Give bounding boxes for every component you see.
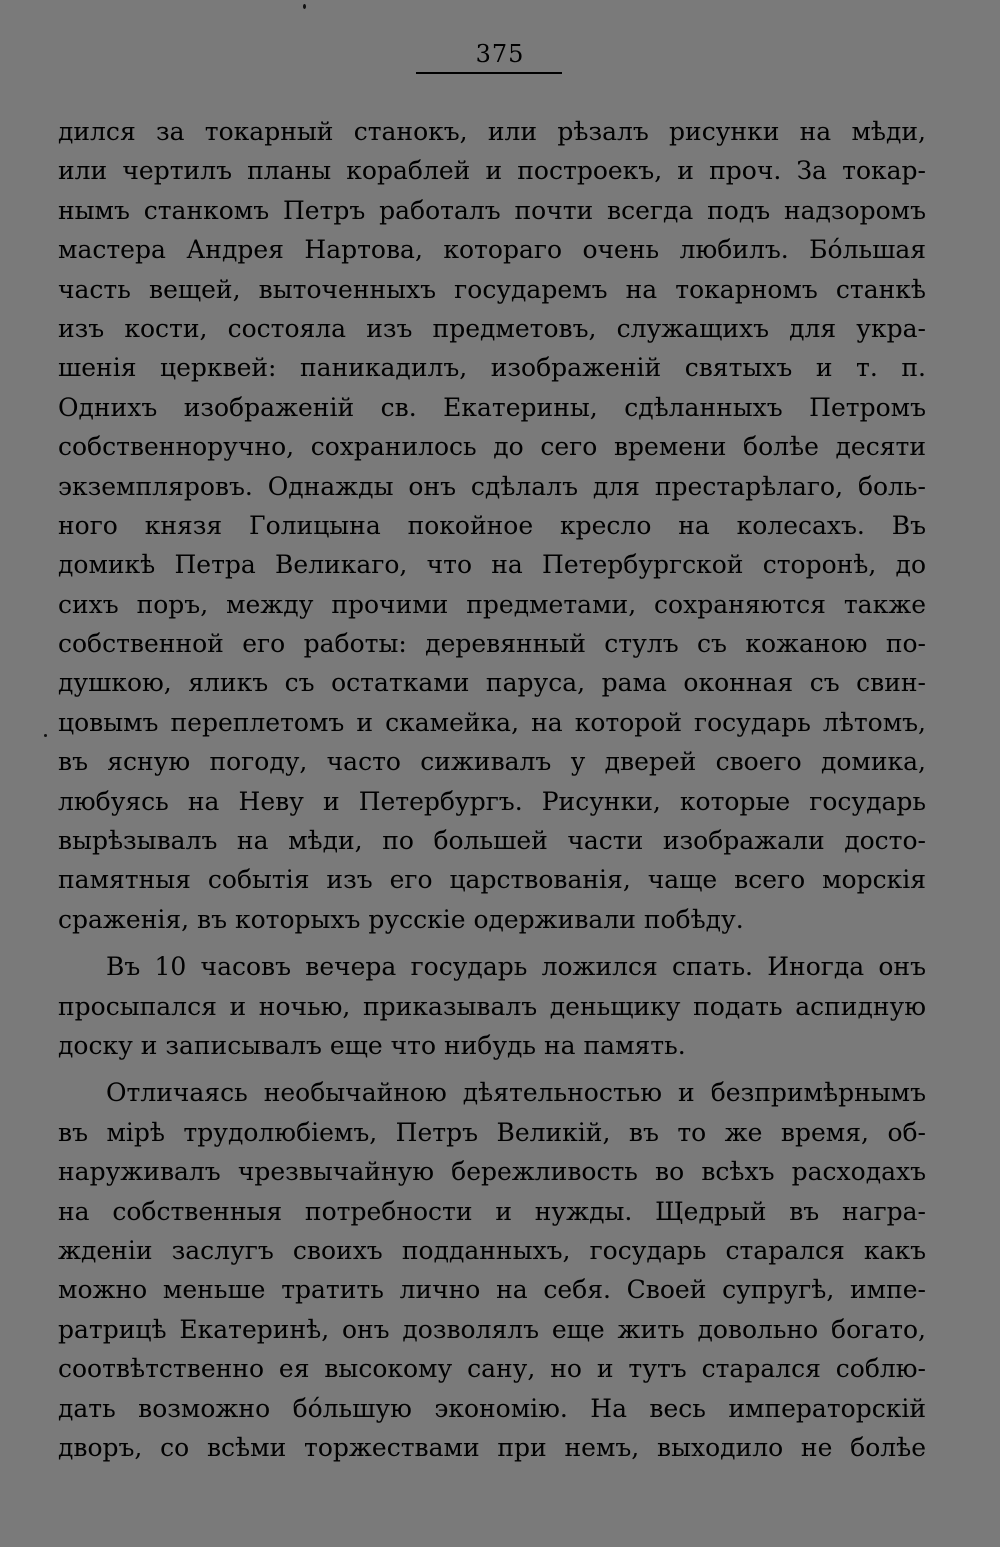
text-line: шенія церквей: паникадилъ, изображеній святыхъ и т. п. [58,353,926,383]
page-number-rule [416,72,562,74]
text-line: памятныя событія изъ его царствованія, чаще всего морскія [58,865,926,895]
text-line: Отличаясь необычайною дѣятельностью и безпримѣрнымъ [106,1078,926,1108]
text-line: наруживалъ чрезвычайную бережливость во всѣхъ расходахъ [58,1157,926,1187]
paragraph-gap [58,1065,926,1073]
paragraph-2 [58,947,926,1065]
text-line: или чертилъ планы кораблей и построекъ, и проч. За токар- [58,156,926,186]
text-line: изъ кости, состояла изъ предметовъ, служащихъ для укра- [58,313,926,343]
text-line: въ ясную погоду, часто сиживалъ у дверей своего домика, [58,747,926,777]
text-line: часть вещей, выточенныхъ государемъ на токарномъ станкѣ [58,274,926,304]
text-line: любуясь на Неву и Петербургъ. Рисунки, которые государь [58,786,926,816]
text-line: душкою, яликъ съ остатками паруса, рама оконная съ свин- [58,668,926,698]
text-line: дать возможно бо́льшую экономію. На весь императорскій [58,1393,926,1423]
text-line: Въ 10 часовъ вечера государь ложился спать. Иногда онъ [106,952,926,982]
text-line: въ мірѣ трудолюбіемъ, Петръ Великій, въ то же время, об- [58,1117,926,1147]
paragraph-3 [58,1073,926,1467]
text-line: ного князя Голицына покойное кресло на колесахъ. Въ [58,510,926,540]
text-line: собственноручно, сохранилось до сего времени болѣе десяти [58,432,926,462]
text-line: нымъ станкомъ Петръ работалъ почти всегда подъ надзоромъ [58,195,926,225]
text-line: Однихъ изображеній св. Екатерины, сдѣланныхъ Петромъ [58,392,926,422]
text-line: экземпляровъ. Однажды онъ сдѣлалъ для престарѣлаго, боль- [58,471,926,501]
text-line: на собственныя потребности и нужды. Щедрый въ награ- [58,1196,926,1226]
page-number: 375 [475,40,525,68]
text-line: ратрицѣ Екатеринѣ, онъ дозволялъ еще жить довольно богато, [58,1314,926,1344]
body-text [58,112,926,1467]
text-line: жденіи заслугъ своихъ подданныхъ, государь старался какъ [58,1235,926,1265]
text-line: можно меньше тратить лично на себя. Своей супругѣ, импе- [58,1275,926,1305]
text-line: дворъ, со всѣми торжествами при немъ, выходило не болѣе [58,1432,926,1462]
text-line: вырѣзывалъ на мѣди, по большей части изображали досто- [58,826,926,856]
text-line: просыпался и ночью, приказывалъ деньщику подать аспидную [58,991,926,1021]
text-line: сихъ поръ, между прочими предметами, сохраняются также [58,589,926,619]
text-line: цовымъ переплетомъ и скамейка, на которой государь лѣтомъ, [58,707,926,737]
text-line: мастера Андрея Нартова, котораго очень любилъ. Бо́льшая [58,235,926,265]
paragraph-gap [58,939,926,947]
speck-left-margin [44,734,47,737]
text-line: соотвѣтственно ея высокому сану, но и тутъ старался соблю- [58,1354,926,1384]
text-line: дился за токарный станокъ, или рѣзалъ рисунки на мѣди, [58,117,926,146]
text-line: сраженія, въ которыхъ русскіе одерживали побѣду. [58,904,744,934]
text-line: доску и записывалъ еще что нибудь на память. [58,1030,686,1060]
text-line: собственной его работы: деревянный стулъ съ кожаною по- [58,629,926,659]
text-line: домикѣ Петра Великаго, что на Петербургской сторонѣ, до [58,550,926,580]
speck-top [303,4,306,9]
paragraph-1 [58,112,926,939]
